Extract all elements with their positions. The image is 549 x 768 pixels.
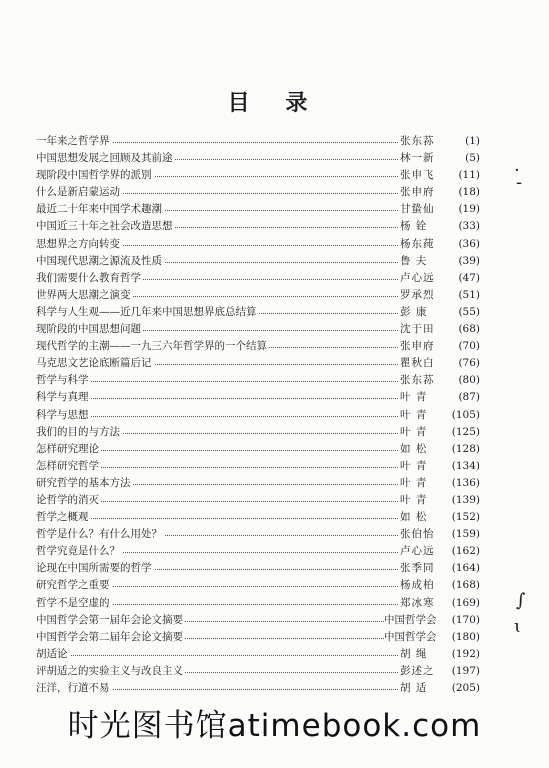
toc-entry-title: 马克思文艺论底断篇后记 [36, 355, 154, 372]
toc-entry-title: 科学与真理 [36, 389, 91, 406]
toc-entry-author: 张申府 [400, 338, 435, 355]
watermark: 时光图书馆atimebook.com [67, 708, 482, 744]
toc-entry [36, 560, 480, 577]
toc-entry-title: 最近二十年来中国学术趣潮 [36, 201, 164, 218]
toc-entry-title: 中国哲学会第二届年会论文摘要 [36, 629, 185, 646]
toc-entry-title: 思想界之方向转变 [36, 236, 122, 253]
toc-entry [36, 612, 480, 629]
toc-entry-page: (33) [458, 220, 480, 233]
toc-entry-author: 张季同 [400, 560, 435, 577]
toc-entry-author: 叶 青 [400, 389, 427, 406]
toc-entry-page: (11) [458, 169, 480, 182]
toc-entry-author: 叶 青 [400, 407, 427, 424]
toc-entry [36, 304, 480, 321]
toc-entry [36, 441, 480, 458]
toc-entry [36, 133, 480, 150]
toc-entry-title: 哲学不是空虚的 [36, 595, 112, 612]
toc-entry-author: 杨成柏 [400, 577, 435, 594]
toc-entry-author: 中国哲学会 [384, 629, 437, 646]
margin-mark: - [516, 172, 523, 193]
toc-entry [36, 629, 480, 646]
toc-entry-author: 张申府 [400, 184, 435, 201]
toc-entry-author: 张申飞 [400, 167, 435, 184]
toc-entry [36, 270, 480, 287]
toc-entry-title: 中国现代思潮之源流及性质 [36, 253, 164, 270]
toc-entry [36, 526, 480, 543]
toc-entry-title: 论哲学的消灭 [36, 492, 101, 509]
toc-entry [36, 389, 480, 406]
toc-entry-page: (164) [451, 562, 480, 575]
toc-entry-author: 张东荪 [400, 372, 435, 389]
toc-entry [36, 407, 480, 424]
toc-entry [36, 492, 480, 509]
toc-entry-page: (19) [458, 203, 480, 216]
margin-mark: ɩ [514, 616, 522, 637]
toc-entry-title: 一年来之哲学界 [36, 133, 112, 150]
toc-entry-title: 我们需要什么教育哲学 [36, 270, 143, 287]
toc-entry-author: 张东荪 [400, 133, 435, 150]
toc-entry-page: (47) [458, 271, 480, 284]
toc-entry-page: (152) [451, 511, 480, 524]
toc-entry-title: 中国近三十年之社会改造思想 [36, 218, 175, 235]
toc-entry [36, 475, 480, 492]
toc-entry-title: 论现在中国所需要的哲学 [36, 560, 154, 577]
toc-entry-page: (170) [451, 613, 480, 626]
toc-entry-author: 林一新 [400, 150, 435, 167]
toc-entry-page: (51) [458, 288, 480, 301]
margin-mark: · [514, 160, 520, 181]
toc-entry-page: (180) [451, 630, 480, 643]
toc-entry [36, 321, 480, 338]
toc-entry-page: (5) [465, 152, 480, 165]
toc-entry-page: (128) [451, 442, 480, 455]
toc-entry-author: 卢心远 [400, 543, 435, 560]
toc-entry-title: 怎样研究哲学 [36, 458, 101, 475]
toc-entry-title: 胡适论 [36, 646, 70, 663]
toc-entry [36, 595, 480, 612]
toc-entry-page: (18) [458, 186, 480, 199]
toc-entry [36, 543, 480, 560]
toc-entry-page: (169) [451, 596, 480, 609]
toc-entry-page: (168) [451, 579, 480, 592]
toc-entry-author: 如 松 [400, 441, 427, 458]
toc-entry-page: (162) [451, 545, 480, 558]
toc-entry [36, 184, 480, 201]
toc-entry-author: 中国哲学会 [384, 612, 437, 629]
toc-entry [36, 458, 480, 475]
toc-entry-author: 叶 青 [400, 492, 427, 509]
toc-entry [36, 577, 480, 594]
toc-entry-author: 彭 康 [400, 304, 427, 321]
toc-entry [36, 663, 480, 680]
toc-entry-author: 如 松 [400, 509, 427, 526]
toc-entry-author: 杨 铨 [400, 218, 427, 235]
toc-entry-title: 现阶段的中国思想问题 [36, 321, 143, 338]
toc-entry [36, 287, 480, 304]
toc-entry-page: (55) [458, 305, 480, 318]
toc-entry-page: (197) [451, 664, 480, 677]
toc-entry-title: 现阶段中国哲学界的派别 [36, 167, 154, 184]
toc-entry [36, 218, 480, 235]
toc-entry-author: 杨东莼 [400, 236, 435, 253]
margin-mark: ∫ [516, 590, 526, 611]
toc-entry-title: 研究哲学之重要 [36, 577, 112, 594]
toc-entry [36, 167, 480, 184]
toc-entry-page: (139) [451, 493, 480, 506]
toc-entry-page: (192) [451, 647, 480, 660]
toc-entry [36, 355, 480, 372]
toc-entry-page: (70) [458, 340, 480, 353]
toc-entry-page: (87) [458, 391, 480, 404]
toc-entry-author: 郑冰寒 [400, 595, 435, 612]
toc-entry-title: 中国哲学会第一届年会论文摘要 [36, 612, 185, 629]
toc-entry-author: 叶 青 [400, 475, 427, 492]
toc-entry-title: 汪洋，行道不易 [36, 680, 112, 697]
toc-entry-author: 胡 适 [400, 680, 427, 697]
toc-entry-page: (1) [465, 135, 480, 147]
toc-entry-title: 我们的目的与方法 [36, 424, 122, 441]
toc-entry-title: 哲学与科学 [36, 372, 91, 389]
toc-entry-author: 鲁 夫 [400, 253, 427, 270]
toc-entry-page: (134) [451, 459, 480, 472]
toc-entry [36, 253, 480, 270]
toc-entry-page: (68) [458, 323, 480, 336]
toc-entry-author: 卢心远 [400, 270, 435, 287]
toc-entry-author: 罗承烈 [400, 287, 435, 304]
dot-leader [36, 655, 398, 656]
toc-entry-page: (80) [458, 374, 480, 387]
toc-entry-title: 怎样研究理论 [36, 441, 101, 458]
toc-entry-page: (36) [458, 237, 480, 250]
toc-entry-title: 科学与思想 [36, 407, 91, 424]
toc-entry [36, 424, 480, 441]
toc-entry [36, 338, 480, 355]
toc-entry-author: 叶 青 [400, 424, 427, 441]
toc-entry-page: (159) [451, 528, 480, 541]
toc-entry-title: 世界两大思潮之演变 [36, 287, 133, 304]
toc-entry-page: (39) [458, 254, 480, 267]
toc-entry-page: (76) [458, 357, 480, 370]
toc-entry [36, 236, 480, 253]
toc-entry [36, 680, 480, 697]
table-of-contents [36, 133, 480, 697]
toc-entry-author: 甘蛰仙 [400, 201, 435, 218]
toc-entry-author: 瞿秋白 [400, 355, 435, 372]
toc-entry-author: 胡 绳 [400, 646, 427, 663]
toc-entry [36, 372, 480, 389]
toc-entry-title: 评胡适之的实验主义与改良主义 [36, 663, 185, 680]
page-title: 目 录 [227, 91, 322, 116]
toc-entry-title: 哲学之概观 [36, 509, 91, 526]
toc-entry [36, 646, 480, 663]
toc-entry-author: 叶 青 [400, 458, 427, 475]
toc-entry-title: 哲学究竟是什么？ [36, 543, 122, 560]
toc-entry-title: 什么是新启蒙运动 [36, 184, 122, 201]
toc-entry-page: (136) [451, 476, 480, 489]
toc-entry-page: (205) [451, 682, 480, 694]
toc-entry-title: 现代哲学的主潮——一九三六年哲学界的一个结算 [36, 338, 269, 355]
toc-entry-title: 研究哲学的基本方法 [36, 475, 133, 492]
toc-entry-author: 沈于田 [400, 321, 435, 338]
toc-entry-author: 张伯怡 [400, 526, 435, 543]
toc-entry-title: 哲学是什么？有什么用处？ [36, 526, 164, 543]
toc-entry-author: 彭述之 [400, 663, 435, 680]
toc-entry-title: 中国思想发展之回顾及其前途 [36, 150, 175, 167]
toc-entry-page: (105) [451, 408, 480, 421]
toc-entry [36, 201, 480, 218]
toc-entry [36, 509, 480, 526]
toc-entry-title: 科学与人生观——近几年来中国思想界底总结算 [36, 304, 259, 321]
toc-entry-page: (125) [451, 425, 480, 438]
toc-entry [36, 150, 480, 167]
